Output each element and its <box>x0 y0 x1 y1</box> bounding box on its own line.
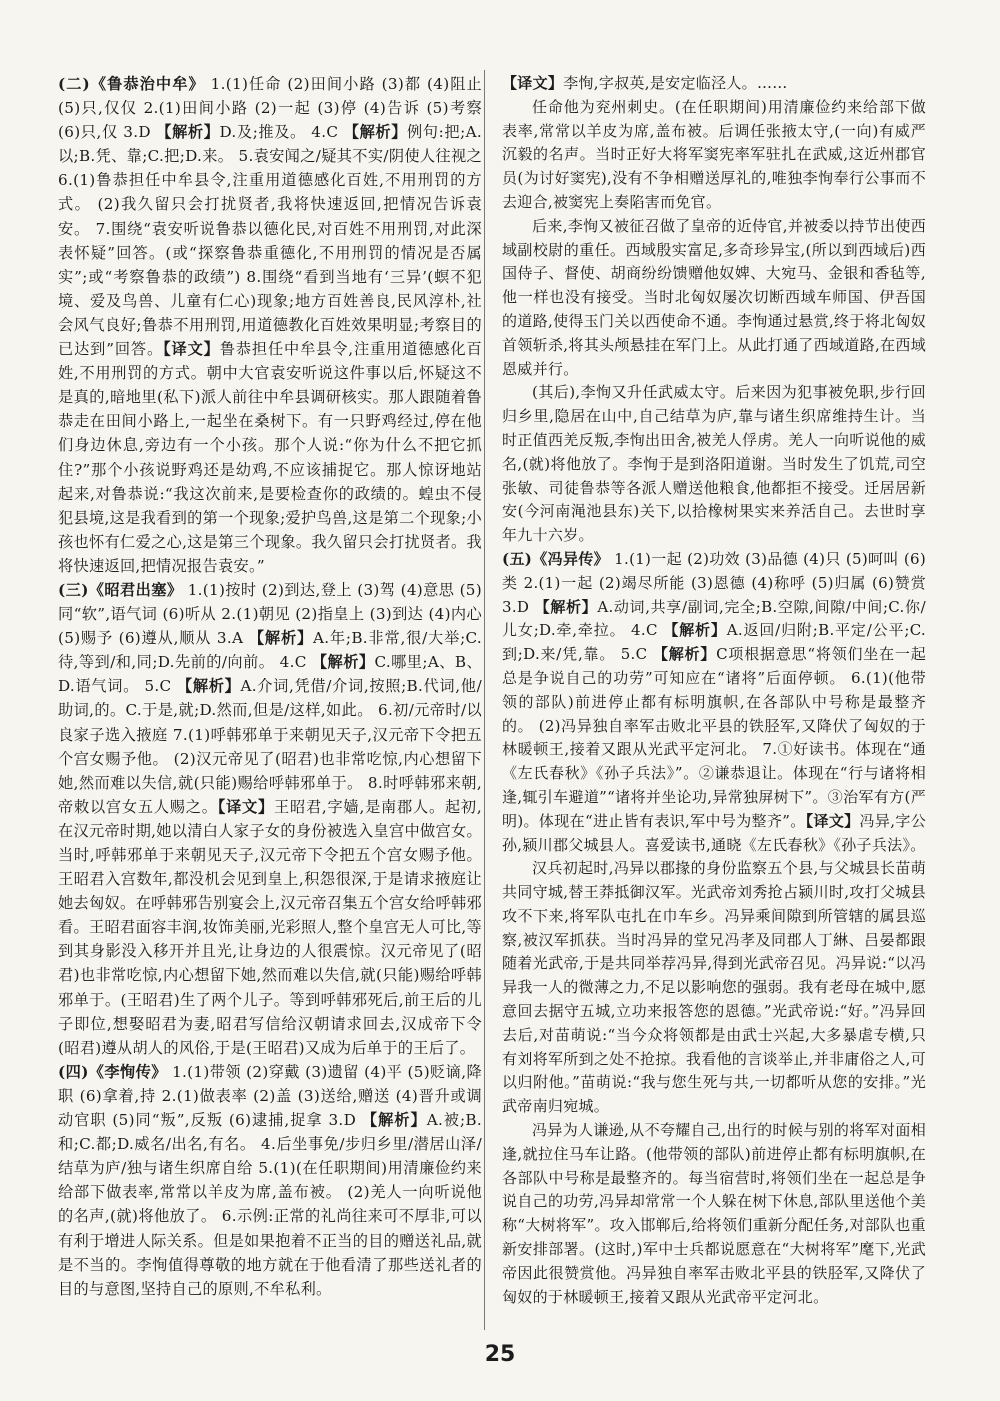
analysis-tag: 【解析】 <box>156 123 220 142</box>
page-number: 25 <box>484 1342 516 1367</box>
analysis-tag: 【解析】 <box>663 621 727 640</box>
fengyi-translation-para: 汉兵初起时,冯异以郡掾的身份监察五个县,与父城县长苗萌共同守城,替王莽抵御汉军。光武帝刘秀抢占颍川时,攻打父城县攻不下来,将军队屯扎在巾车乡。冯异乘间隙到所管辖的属县巡察,被汉军抓获。当时冯异的堂兄冯孝及同郡人丁綝、吕晏都跟随着光武帝,于是共同举荐冯异,得到光武帝召见。冯异说:“以冯异我一人的微薄之力,不足以影响您的强弱。我有老母在城中,愿意回去据守五城,立功来报答您的恩德。”光武帝说:“好。”冯异回去后,对苗萌说:“当今众将领都是由武士兴起,大多暴虐专横,只有刘将军所到之处不抢掠。我看他的言谈举止,并非庸俗之人,可以归附他。”苗萌说:“我与您生死与共,一切都听从您的安排。”光武帝南归宛城。 <box>502 859 926 1116</box>
answer-text: A.被;B.和;C.都;D.威名/出名,有名。 4.后坐事免/步归乡里/潜居山泽/结草为庐/独与诸生织席自给 5.(1)(在任职期间)用清廉俭约来给部下做表率,常常以羊皮为席,盖布被。 (2)羌人一向听说他的名声,(就)将他放了。 6.示例:正常的礼尚往来可不厚非,可以有利于增进人际关系。但是如果抱着不正当的目的赠送礼品,就是不当的。李恂值得尊敬的地方就在于他看清了那些送礼者的目的与意图,坚持自己的原则,不牟私利。 <box>58 1111 482 1298</box>
translation-text: 王昭君,字嫱,是南郡人。起初,在汉元帝时期,她以清白人家子女的身份被选入皇宫中做宫女。当时,呼韩邪单于来朝见天子,汉元帝下令把五个宫女赐予他。王昭君入宫数年,都没机会见到皇上,积怨很深,于是请求掖庭让她去匈奴。在呼韩邪告别宴会上,汉元帝召集五个宫女给呼韩邪看。王昭君面容丰润,妆饰美丽,光彩照人,整个皇宫无人可比,等到其身影没入移开并且光,让身边的人很震惊。汉元帝见了(昭君)也非常吃惊,内心想留下她,然而难以失信,就(只能)赐给呼韩邪单于。(王昭君)生了两个儿子。等到呼韩邪死后,前王后的儿子即位,想娶昭君为妻,昭君写信给汉朝请求回去,汉成帝下令(昭君)遵从胡人的风俗,于是(王昭君)又成为后单于的王后了。 <box>58 797 483 1057</box>
answer-text: 例句:把;A.以;B.凭、靠;C.把;D.来。 5.袁安闻之/疑其不实/阴使人往视之 6.(1)鲁恭担任中牟县令,注重用道德感化百姓,不用刑罚的方式。 (2)我久留只会打扰贤者,我将快速返回,把情况告诉袁安。 7.围绕“袁安听说鲁恭以德化民,对百姓不用刑罚,对此深表怀疑”回答。(或“探察鲁恭重德化,不用刑罚的情况是否属实”;或“考察鲁恭的政绩”) 8.围绕“看到当地有‘三异’(螟不犯境、爱及鸟兽、儿童有仁心)现象;地方百姓善良,民风淳朴,社会风气良好;鲁恭不用刑罚,用道德教化百姓效果明显;考察目的已达到”回答。 <box>58 123 482 359</box>
analysis-tag: 【解析】 <box>176 677 241 696</box>
analysis-tag: 【解析】 <box>248 629 313 648</box>
section-3-zhaojun <box>58 578 482 1060</box>
section-heading: (三)《昭君出塞》 <box>58 580 183 599</box>
section-heading: (二)《鲁恭治中牟》 <box>58 75 205 93</box>
answer-text: A.动词,共享/副词,完全;B.空隙,间隙/中间;C.你/儿女;D.牵,牵拉。 4.C <box>502 597 926 640</box>
answer-text: 1.(1)按时 (2)到达,登上 (3)驾 (4)意思 (5)同“软”,语气词 (6)听从 2.(1)朝见 (2)指皇上 (3)到达 (4)内心 (5)赐予 (6)遵从,顺从 3.A <box>58 580 482 648</box>
answer-text: C项根据意思“将领们坐在一起总是争说自己的功劳”可知应在“诸将”后面停顿。 6.(1)(他带领的部队)前进停止都有标明旗帜,在各部队中号称是最整齐的。 (2)冯异独自率军击败北平县的铁胫军,又降伏了匈奴的于林暖顿王,接着又跟从光武平定河北。 7.①好读书。体现在“通《左氏春秋》《孙子兵法》”。②谦恭退让。体现在“行与诸将相逢,辄引车避道”“诸将并坐论功,异常独屏树下”。③治军有方(严明)。体现在“进止皆有表识,军中号为整齐”。 <box>502 645 926 830</box>
translation-tag: 【译文】 <box>502 74 564 92</box>
section-heading: (四)《李恂传》 <box>58 1062 167 1081</box>
answer-text: 1.(1)任命 (2)田间小路 (3)都 (4)阻止 (5)只,仅仅 2.(1)田间小路 (2)一起 (3)停 (4)告诉 (5)考察 (6)只,仅 3.D <box>58 75 482 142</box>
right-column <box>502 72 926 1309</box>
lixun-translation-para: 任命他为兖州刺史。(在任职期间)用清廉俭约来给部下做表率,常常以羊皮为席,盖布被。后调任张掖太守,(一向)有威严沉毅的名声。当时正好大将军窦宪率军驻扎在武威,这近州郡官员(为讨好窦宪),没有不争相赠送厚礼的,唯独李恂奉行公事而不去迎合,被窦宪上奏陷害而免官。 <box>502 97 926 211</box>
answer-text: D.及;推及。 4.C <box>219 123 344 142</box>
analysis-tag: 【解析】 <box>343 123 407 142</box>
translation-tag: 【译文】 <box>163 340 220 359</box>
translation-tag: 【译文】 <box>217 797 275 816</box>
answer-text: C.哪里;A、B、D.语气词。 5.C <box>58 653 482 696</box>
answer-text: A.返回/归附;B.平定/公平;C.到;D.来/凭,靠。 5.C <box>502 621 927 664</box>
translation-text: 鲁恭担任中牟县令,注重用道德感化百姓,不用刑罚的方式。朝中大官袁安听说这件事以后,怀疑这不是真的,暗地里(私下)派人前往中牟县调研核实。那人跟随着鲁恭走在田间小路上,一起坐在桑树下。有一只野鸡经过,停在他们身边休息,旁边有一个小孩。那个人说:“你为什么不把它抓住?”那个小孩说野鸡还是幼鸡,不应该捕捉它。那人惊讶地站起来,对鲁恭说:“我这次前来,是要检查你的政绩的。蝗虫不侵犯县境,这是我看到的第一个现象;爱护鸟兽,这是第二个现象;小孩也怀有仁爱之心,这是第三个现象。我久留只会打扰贤者。我将快速返回,把情况报告袁安。” <box>58 340 482 575</box>
answer-text: A.年;B.非常,很/大举;C.待,等到/和,同;D.先前的/向前。 4.C <box>58 629 483 672</box>
lixun-translation-intro <box>502 72 926 96</box>
section-5-fengyi <box>502 548 926 857</box>
answer-text: 1.(1)带领 (2)穿戴 (3)遗留 (4)平 (5)贬谪,降职 (6)拿着,持 2.(1)做表率 (2)盖 (3)送给,赠送 (4)晋升或调动官职 (5)同“叛”,反叛 (6)逮捕,捉拿 3.D <box>58 1062 482 1130</box>
translation-tag: 【译文】 <box>805 811 860 830</box>
answer-text: A.介词,凭借/介词,按照;B.代词,他/助词,的。C.于是,就;D.然而,但是/这样,如此。 6.初/元帝时/以良家子选入掖庭 7.(1)呼韩邪单于来朝见天子,汉元帝下令把五个宫女赐予他。 (2)汉元帝见了(昭君)也非常吃惊,内心想留下她,然而难以失信,就(只能)赐给呼韩邪单于。 8.时呼韩邪来朝,帝敕以宫女五人赐之。 <box>58 677 483 816</box>
left-column <box>58 72 482 1301</box>
fengyi-translation-para: 冯异为人谦逊,从不夸耀自己,出行的时候与别的将军对面相逢,就拉住马车让路。(他带领的部队)前进停止都有标明旗帜,在各部队中号称是最整齐的。每当宿营时,将领们坐在一起总是争说自己的功劳,冯异却常常一个人躲在树下休息,部队里送他个美称“大树将军”。攻入邯郸后,给将领们重新分配任务,对部队也重新安排部署。(这时,)军中士兵都说愿意在“大树将军”麾下,光武帝因此很赞赏他。冯异独自率军击败北平县的铁胫军,又降伏了匈奴的于林暖顿王,接着又跟从光武帝平定河北。 <box>502 1121 926 1306</box>
section-4-lixun <box>58 1060 482 1301</box>
analysis-tag: 【解析】 <box>311 653 375 672</box>
analysis-tag: 【解析】 <box>361 1111 427 1130</box>
lixun-translation-para: 后来,李恂又被征召做了皇帝的近侍官,并被委以持节出使西域副校尉的重任。西域殷实富足,多奇珍异宝,(所以到西域后)西国侍子、督使、胡商纷纷馈赠他奴婢、大宛马、金银和香毡等,他一样也没有接受。当时北匈奴屡次切断西域车师国、伊吾国的道路,使得玉门关以西使命不通。李恂通过悬赏,终于将北匈奴首领斩杀,将其头颅悬挂在军门上。从此打通了西域道路,在西域恩威并行。 <box>502 216 926 378</box>
answer-text: 1.(1)一起 (2)功效 (3)品德 (4)只 (5)呵叫 (6)类 2.(1)一起 (2)竭尽所能 (3)恩德 (4)称呼 (5)归属 (6)赞赏 3.D <box>502 549 926 616</box>
analysis-tag: 【解析】 <box>534 597 598 616</box>
column-divider <box>484 70 485 1330</box>
translation-text: 李恂,字叔英,是安定临泾人。…… <box>563 74 788 92</box>
lixun-translation-para: (其后),李恂又升任武威太守。后来因为犯事被免职,步行回归乡里,隐居在山中,自己结草为庐,靠与诸生织席维持生计。当时正值西羌反叛,李恂出田舍,被羌人俘虏。羌人一向听说他的威名,(就)将他放了。李恂于是到洛阳道谢。当时发生了饥荒,司空张敏、司徒鲁恭等各派人赠送他粮食,他都拒不接受。迁居居新安(今河南渑池县东)关下,以拾橡树果实来养活自己。去世时享年九十六岁。 <box>502 383 926 545</box>
translation-text: 冯异,字公孙,颍川郡父城县人。喜爱读书,通晓《左氏春秋》《孙子兵法》。 <box>502 811 926 854</box>
analysis-tag: 【解析】 <box>652 645 717 664</box>
section-heading: (五)《冯异传》 <box>502 549 610 568</box>
section-2-luGong <box>58 72 482 578</box>
